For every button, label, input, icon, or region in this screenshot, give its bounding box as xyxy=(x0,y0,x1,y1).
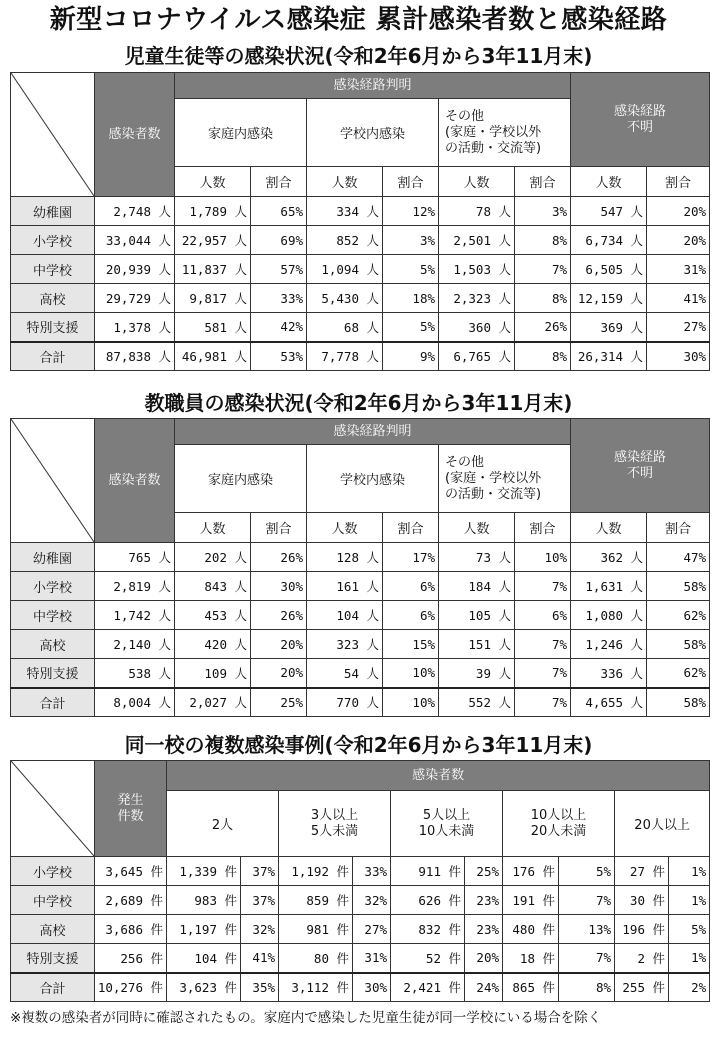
students-table xyxy=(10,72,710,371)
ratio-cell: 24% xyxy=(465,973,503,1002)
count-cell: 2,748 人 xyxy=(95,197,175,226)
corner-cell xyxy=(11,761,95,857)
count-cell: 12,159 人 xyxy=(571,284,647,313)
count-cell: 626 件 xyxy=(391,886,465,915)
count-cell: 33,044 人 xyxy=(95,226,175,255)
table-row xyxy=(11,659,710,688)
route-known-header: 感染経路判明 xyxy=(175,419,571,445)
ratio-cell: 37% xyxy=(241,857,279,886)
ratio-cell: 1% xyxy=(669,944,710,973)
ratio-cell: 27% xyxy=(353,915,391,944)
count-cell: 770 人 xyxy=(307,688,383,717)
corner-cell xyxy=(11,73,95,197)
count-cell: 3,112 件 xyxy=(279,973,353,1002)
cases-header: 発生 件数 xyxy=(95,761,167,857)
ratio-cell: 62% xyxy=(647,659,710,688)
count-cell: 80 件 xyxy=(279,944,353,973)
table-row xyxy=(11,543,710,572)
ratio-cell: 62% xyxy=(647,601,710,630)
row-label: 中学校 xyxy=(11,601,95,630)
ratio-cell: 65% xyxy=(251,197,307,226)
ratio-cell: 10% xyxy=(383,688,439,717)
ratio-cell: 31% xyxy=(353,944,391,973)
count-cell: 2,421 件 xyxy=(391,973,465,1002)
table-row xyxy=(11,915,710,944)
row-label: 特別支援 xyxy=(11,659,95,688)
count-cell: 191 件 xyxy=(503,886,559,915)
count-header: 人数 xyxy=(175,167,251,197)
count-header: 人数 xyxy=(307,513,383,543)
count-header: 人数 xyxy=(571,513,647,543)
count-cell: 6,765 人 xyxy=(439,342,515,371)
ratio-cell: 20% xyxy=(465,944,503,973)
count-cell: 1,503 人 xyxy=(439,255,515,284)
count-cell: 27 件 xyxy=(615,857,669,886)
count-cell: 4,655 人 xyxy=(571,688,647,717)
ratio-cell: 12% xyxy=(383,197,439,226)
table-row xyxy=(11,857,710,886)
table-row xyxy=(11,886,710,915)
count-cell: 3,645 件 xyxy=(95,857,167,886)
row-label: 特別支援 xyxy=(11,944,95,973)
ratio-cell: 7% xyxy=(559,944,615,973)
ratio-header: 割合 xyxy=(647,513,710,543)
count-cell: 983 件 xyxy=(167,886,241,915)
ratio-cell: 7% xyxy=(515,572,571,601)
ratio-cell: 20% xyxy=(251,659,307,688)
ratio-header: 割合 xyxy=(251,167,307,197)
count-cell: 2,689 件 xyxy=(95,886,167,915)
count-cell: 151 人 xyxy=(439,630,515,659)
ratio-cell: 58% xyxy=(647,688,710,717)
ratio-cell: 3% xyxy=(515,197,571,226)
count-cell: 865 件 xyxy=(503,973,559,1002)
row-label: 高校 xyxy=(11,915,95,944)
ratio-cell: 35% xyxy=(241,973,279,1002)
school-infection-header: 学校内感染 xyxy=(307,445,439,513)
count-cell: 73 人 xyxy=(439,543,515,572)
ratio-cell: 23% xyxy=(465,886,503,915)
count-cell: 360 人 xyxy=(439,313,515,342)
table-row xyxy=(11,255,710,284)
row-label: 幼稚園 xyxy=(11,543,95,572)
ratio-cell: 26% xyxy=(251,543,307,572)
ratio-cell: 26% xyxy=(515,313,571,342)
count-cell: 54 人 xyxy=(307,659,383,688)
count-cell: 30 件 xyxy=(615,886,669,915)
count-cell: 128 人 xyxy=(307,543,383,572)
ratio-cell: 8% xyxy=(515,226,571,255)
school-infection-header: 学校内感染 xyxy=(307,99,439,167)
count-cell: 843 人 xyxy=(175,572,251,601)
count-cell: 46,981 人 xyxy=(175,342,251,371)
table-row xyxy=(11,197,710,226)
size-5-10-header: 5人以上 10人未満 xyxy=(391,791,503,857)
row-label: 合計 xyxy=(11,342,95,371)
count-cell: 581 人 xyxy=(175,313,251,342)
infected-header: 感染者数 xyxy=(95,73,175,197)
count-header: 人数 xyxy=(571,167,647,197)
count-cell: 87,838 人 xyxy=(95,342,175,371)
row-label: 合計 xyxy=(11,688,95,717)
count-cell: 18 件 xyxy=(503,944,559,973)
count-cell: 78 人 xyxy=(439,197,515,226)
count-cell: 2 件 xyxy=(615,944,669,973)
count-cell: 10,276 件 xyxy=(95,973,167,1002)
ratio-cell: 6% xyxy=(383,601,439,630)
count-cell: 832 件 xyxy=(391,915,465,944)
count-cell: 256 件 xyxy=(95,944,167,973)
count-cell: 39 人 xyxy=(439,659,515,688)
size-3-5-header: 3人以上 5人未満 xyxy=(279,791,391,857)
ratio-cell: 13% xyxy=(559,915,615,944)
table-row xyxy=(11,342,710,371)
ratio-cell: 2% xyxy=(669,973,710,1002)
ratio-cell: 9% xyxy=(383,342,439,371)
count-header: 人数 xyxy=(175,513,251,543)
ratio-cell: 18% xyxy=(383,284,439,313)
ratio-header: 割合 xyxy=(383,513,439,543)
ratio-header: 割合 xyxy=(515,513,571,543)
count-cell: 362 人 xyxy=(571,543,647,572)
count-cell: 1,631 人 xyxy=(571,572,647,601)
ratio-header: 割合 xyxy=(383,167,439,197)
ratio-cell: 58% xyxy=(647,572,710,601)
row-label: 高校 xyxy=(11,284,95,313)
ratio-cell: 5% xyxy=(383,255,439,284)
count-cell: 1,197 件 xyxy=(167,915,241,944)
ratio-cell: 7% xyxy=(515,630,571,659)
footnote: ※複数の感染者が同時に確認されたもの。家庭内で感染した児童生徒が同一学校にいる場合を除く xyxy=(10,1010,602,1026)
ratio-cell: 41% xyxy=(647,284,710,313)
ratio-cell: 20% xyxy=(251,630,307,659)
ratio-cell: 6% xyxy=(383,572,439,601)
count-cell: 104 人 xyxy=(307,601,383,630)
row-label: 幼稚園 xyxy=(11,197,95,226)
ratio-cell: 37% xyxy=(241,886,279,915)
count-cell: 453 人 xyxy=(175,601,251,630)
count-cell: 911 件 xyxy=(391,857,465,886)
count-cell: 3,686 件 xyxy=(95,915,167,944)
ratio-header: 割合 xyxy=(647,167,710,197)
ratio-cell: 57% xyxy=(251,255,307,284)
home-infection-header: 家庭内感染 xyxy=(175,445,307,513)
count-cell: 2,819 人 xyxy=(95,572,175,601)
count-cell: 5,430 人 xyxy=(307,284,383,313)
ratio-cell: 30% xyxy=(647,342,710,371)
ratio-cell: 33% xyxy=(251,284,307,313)
row-label: 中学校 xyxy=(11,255,95,284)
ratio-cell: 15% xyxy=(383,630,439,659)
ratio-cell: 1% xyxy=(669,886,710,915)
row-label: 高校 xyxy=(11,630,95,659)
ratio-cell: 17% xyxy=(383,543,439,572)
count-cell: 196 件 xyxy=(615,915,669,944)
table-row xyxy=(11,630,710,659)
ratio-header: 割合 xyxy=(251,513,307,543)
cluster-infected-header: 感染者数 xyxy=(167,761,710,791)
table-row xyxy=(11,688,710,717)
row-label: 小学校 xyxy=(11,857,95,886)
count-cell: 52 件 xyxy=(391,944,465,973)
count-cell: 202 人 xyxy=(175,543,251,572)
count-cell: 2,501 人 xyxy=(439,226,515,255)
corner-cell xyxy=(11,419,95,543)
row-label: 小学校 xyxy=(11,572,95,601)
ratio-cell: 20% xyxy=(647,197,710,226)
count-cell: 2,323 人 xyxy=(439,284,515,313)
count-cell: 176 件 xyxy=(503,857,559,886)
ratio-cell: 30% xyxy=(353,973,391,1002)
table-row xyxy=(11,973,710,1002)
cluster-table xyxy=(10,760,710,1002)
count-cell: 11,837 人 xyxy=(175,255,251,284)
ratio-cell: 8% xyxy=(515,342,571,371)
count-cell: 9,817 人 xyxy=(175,284,251,313)
count-cell: 29,729 人 xyxy=(95,284,175,313)
cluster-heading: 同一校の複数感染事例(令和2年6月から3年11月末) xyxy=(124,733,593,757)
ratio-cell: 32% xyxy=(353,886,391,915)
ratio-cell: 7% xyxy=(559,886,615,915)
count-header: 人数 xyxy=(439,167,515,197)
count-cell: 852 人 xyxy=(307,226,383,255)
ratio-cell: 8% xyxy=(515,284,571,313)
ratio-cell: 6% xyxy=(515,601,571,630)
count-cell: 981 件 xyxy=(279,915,353,944)
count-cell: 538 人 xyxy=(95,659,175,688)
table-row xyxy=(11,601,710,630)
count-cell: 552 人 xyxy=(439,688,515,717)
staff-heading: 教職員の感染状況(令和2年6月から3年11月末) xyxy=(144,391,573,415)
count-cell: 420 人 xyxy=(175,630,251,659)
ratio-cell: 32% xyxy=(241,915,279,944)
count-cell: 68 人 xyxy=(307,313,383,342)
count-header: 人数 xyxy=(439,513,515,543)
size-10-20-header: 10人以上 20人未満 xyxy=(503,791,615,857)
count-cell: 109 人 xyxy=(175,659,251,688)
count-cell: 369 人 xyxy=(571,313,647,342)
table-row xyxy=(11,313,710,342)
count-cell: 8,004 人 xyxy=(95,688,175,717)
count-cell: 26,314 人 xyxy=(571,342,647,371)
ratio-cell: 7% xyxy=(515,659,571,688)
count-cell: 1,094 人 xyxy=(307,255,383,284)
count-cell: 2,140 人 xyxy=(95,630,175,659)
ratio-cell: 58% xyxy=(647,630,710,659)
route-known-header: 感染経路判明 xyxy=(175,73,571,99)
ratio-cell: 69% xyxy=(251,226,307,255)
ratio-cell: 33% xyxy=(353,857,391,886)
count-cell: 547 人 xyxy=(571,197,647,226)
count-cell: 1,080 人 xyxy=(571,601,647,630)
count-cell: 7,778 人 xyxy=(307,342,383,371)
table-row xyxy=(11,944,710,973)
count-cell: 334 人 xyxy=(307,197,383,226)
ratio-cell: 5% xyxy=(559,857,615,886)
ratio-cell: 7% xyxy=(515,688,571,717)
count-cell: 323 人 xyxy=(307,630,383,659)
ratio-cell: 41% xyxy=(241,944,279,973)
ratio-cell: 20% xyxy=(647,226,710,255)
ratio-cell: 26% xyxy=(251,601,307,630)
count-cell: 1,192 件 xyxy=(279,857,353,886)
row-label: 特別支援 xyxy=(11,313,95,342)
count-cell: 765 人 xyxy=(95,543,175,572)
count-cell: 1,339 件 xyxy=(167,857,241,886)
row-label: 合計 xyxy=(11,973,95,1002)
count-cell: 2,027 人 xyxy=(175,688,251,717)
ratio-cell: 23% xyxy=(465,915,503,944)
table-row xyxy=(11,226,710,255)
count-cell: 105 人 xyxy=(439,601,515,630)
home-infection-header: 家庭内感染 xyxy=(175,99,307,167)
count-cell: 1,742 人 xyxy=(95,601,175,630)
row-label: 小学校 xyxy=(11,226,95,255)
count-cell: 1,789 人 xyxy=(175,197,251,226)
size-20-plus-header: 20人以上 xyxy=(615,791,710,857)
count-cell: 1,378 人 xyxy=(95,313,175,342)
students-heading: 児童生徒等の感染状況(令和2年6月から3年11月末) xyxy=(124,44,593,68)
ratio-cell: 7% xyxy=(515,255,571,284)
ratio-cell: 10% xyxy=(515,543,571,572)
ratio-cell: 42% xyxy=(251,313,307,342)
ratio-cell: 30% xyxy=(251,572,307,601)
count-cell: 480 件 xyxy=(503,915,559,944)
ratio-cell: 47% xyxy=(647,543,710,572)
count-header: 人数 xyxy=(307,167,383,197)
count-cell: 859 件 xyxy=(279,886,353,915)
size-2-header: 2人 xyxy=(167,791,279,857)
count-cell: 22,957 人 xyxy=(175,226,251,255)
count-cell: 184 人 xyxy=(439,572,515,601)
ratio-cell: 53% xyxy=(251,342,307,371)
ratio-cell: 27% xyxy=(647,313,710,342)
count-cell: 104 件 xyxy=(167,944,241,973)
count-cell: 161 人 xyxy=(307,572,383,601)
other-infection-header: その他 (家庭・学校以外 の活動・交流等) xyxy=(439,99,571,167)
ratio-cell: 3% xyxy=(383,226,439,255)
infected-header: 感染者数 xyxy=(95,419,175,543)
count-cell: 1,246 人 xyxy=(571,630,647,659)
ratio-cell: 10% xyxy=(383,659,439,688)
route-unknown-header: 感染経路 不明 xyxy=(571,73,710,167)
ratio-cell: 8% xyxy=(559,973,615,1002)
table-row xyxy=(11,572,710,601)
count-cell: 3,623 件 xyxy=(167,973,241,1002)
count-cell: 6,734 人 xyxy=(571,226,647,255)
other-infection-header: その他 (家庭・学校以外 の活動・交流等) xyxy=(439,445,571,513)
count-cell: 20,939 人 xyxy=(95,255,175,284)
ratio-cell: 1% xyxy=(669,857,710,886)
page-title: 新型コロナウイルス感染症 累計感染者数と感染経路 xyxy=(49,5,668,35)
ratio-cell: 5% xyxy=(669,915,710,944)
ratio-cell: 31% xyxy=(647,255,710,284)
ratio-cell: 25% xyxy=(251,688,307,717)
count-cell: 336 人 xyxy=(571,659,647,688)
ratio-cell: 5% xyxy=(383,313,439,342)
ratio-header: 割合 xyxy=(515,167,571,197)
count-cell: 6,505 人 xyxy=(571,255,647,284)
ratio-cell: 25% xyxy=(465,857,503,886)
staff-table xyxy=(10,418,710,717)
table-row xyxy=(11,284,710,313)
row-label: 中学校 xyxy=(11,886,95,915)
count-cell: 255 件 xyxy=(615,973,669,1002)
route-unknown-header: 感染経路 不明 xyxy=(571,419,710,513)
